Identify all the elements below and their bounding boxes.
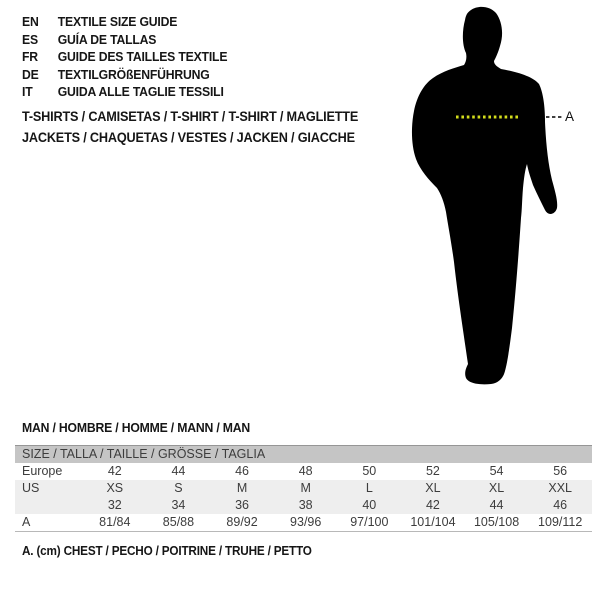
- table-cell: 54: [489, 464, 504, 478]
- table-cell: L: [365, 481, 373, 495]
- size-table-header: SIZE / TALLA / TAILLE / GRÖSSE / TAGLIA: [15, 445, 592, 463]
- table-cell: 97/100: [350, 515, 389, 529]
- table-cell: 89/92: [226, 515, 258, 529]
- table-cell: XS: [106, 481, 124, 495]
- measure-label-a: A: [565, 109, 575, 124]
- table-cell: 44: [489, 498, 504, 512]
- language-row: [22, 66, 227, 84]
- table-cell: 93/96: [290, 515, 322, 529]
- table-row: [15, 497, 592, 514]
- language-title: TEXTILGRÖßENFÜHRUNG: [57, 66, 210, 82]
- table-cell: 38: [298, 498, 313, 512]
- row-label: A: [22, 515, 31, 529]
- table-cell: 40: [362, 498, 377, 512]
- section-title-man: MAN / HOMBRE / HOMME / MANN / MAN: [22, 420, 251, 435]
- table-row: [15, 480, 592, 497]
- table-cell: XL: [488, 481, 505, 495]
- language-title: GUIDE DES TAILLES TEXTILE: [57, 49, 228, 64]
- man-figure: [370, 0, 600, 400]
- language-code: ES: [22, 31, 38, 47]
- language-row: [22, 83, 227, 101]
- table-row: [15, 514, 592, 532]
- row-label: [15, 497, 83, 514]
- table-cell: M: [236, 481, 248, 495]
- category-line-jackets: JACKETS / CHAQUETAS / VESTES / JACKEN / GIACCHE: [22, 130, 355, 145]
- table-cell: 34: [171, 498, 186, 512]
- language-title: GUÍA DE TALLAS: [57, 31, 157, 47]
- table-cell: 109/112: [538, 515, 583, 529]
- table-cell: 42: [425, 498, 440, 512]
- category-line-tshirts: T-SHIRTS / CAMISETAS / T-SHIRT / T-SHIRT / MAGLIETTE: [22, 109, 359, 124]
- table-cell: 42: [107, 464, 122, 478]
- table-cell: 105/108: [473, 515, 520, 529]
- measurement-footnote: A. (cm) CHEST / PECHO / POITRINE / TRUHE / PETTO: [22, 544, 312, 558]
- language-guide: [22, 13, 240, 101]
- row-label: Europe: [22, 464, 63, 478]
- size-table: [15, 445, 592, 532]
- table-cell: 50: [362, 464, 377, 478]
- table-cell: 44: [171, 464, 186, 478]
- table-cell: 52: [425, 464, 440, 478]
- table-cell: XL: [425, 481, 441, 495]
- language-row: [22, 13, 227, 31]
- table-cell: 85/88: [162, 515, 195, 529]
- table-cell: S: [174, 481, 183, 495]
- garment-categories: [22, 106, 380, 148]
- size-table-body: [15, 463, 592, 532]
- language-row: [22, 31, 227, 49]
- table-cell: XXL: [548, 481, 572, 495]
- language-code: FR: [22, 49, 38, 64]
- language-title: GUIDA ALLE TAGLIE TESSILI: [57, 84, 224, 99]
- table-cell: M: [300, 481, 311, 495]
- table-cell: 46: [235, 464, 250, 478]
- table-cell: 81/84: [99, 515, 131, 529]
- table-cell: 56: [553, 464, 568, 478]
- table-cell: 48: [298, 464, 313, 478]
- language-code: DE: [22, 66, 39, 82]
- row-label: US: [22, 481, 40, 495]
- table-cell: 101/104: [410, 515, 456, 529]
- language-code: IT: [22, 84, 33, 99]
- table-cell: 46: [553, 498, 568, 512]
- table-row: [15, 463, 592, 480]
- man-silhouette-svg: [370, 0, 600, 400]
- table-cell: 32: [107, 498, 122, 512]
- language-code: EN: [22, 14, 39, 29]
- language-row: [22, 48, 227, 66]
- table-cell: 36: [235, 498, 250, 512]
- man-silhouette: [412, 7, 557, 384]
- language-title: TEXTILE SIZE GUIDE: [57, 14, 178, 29]
